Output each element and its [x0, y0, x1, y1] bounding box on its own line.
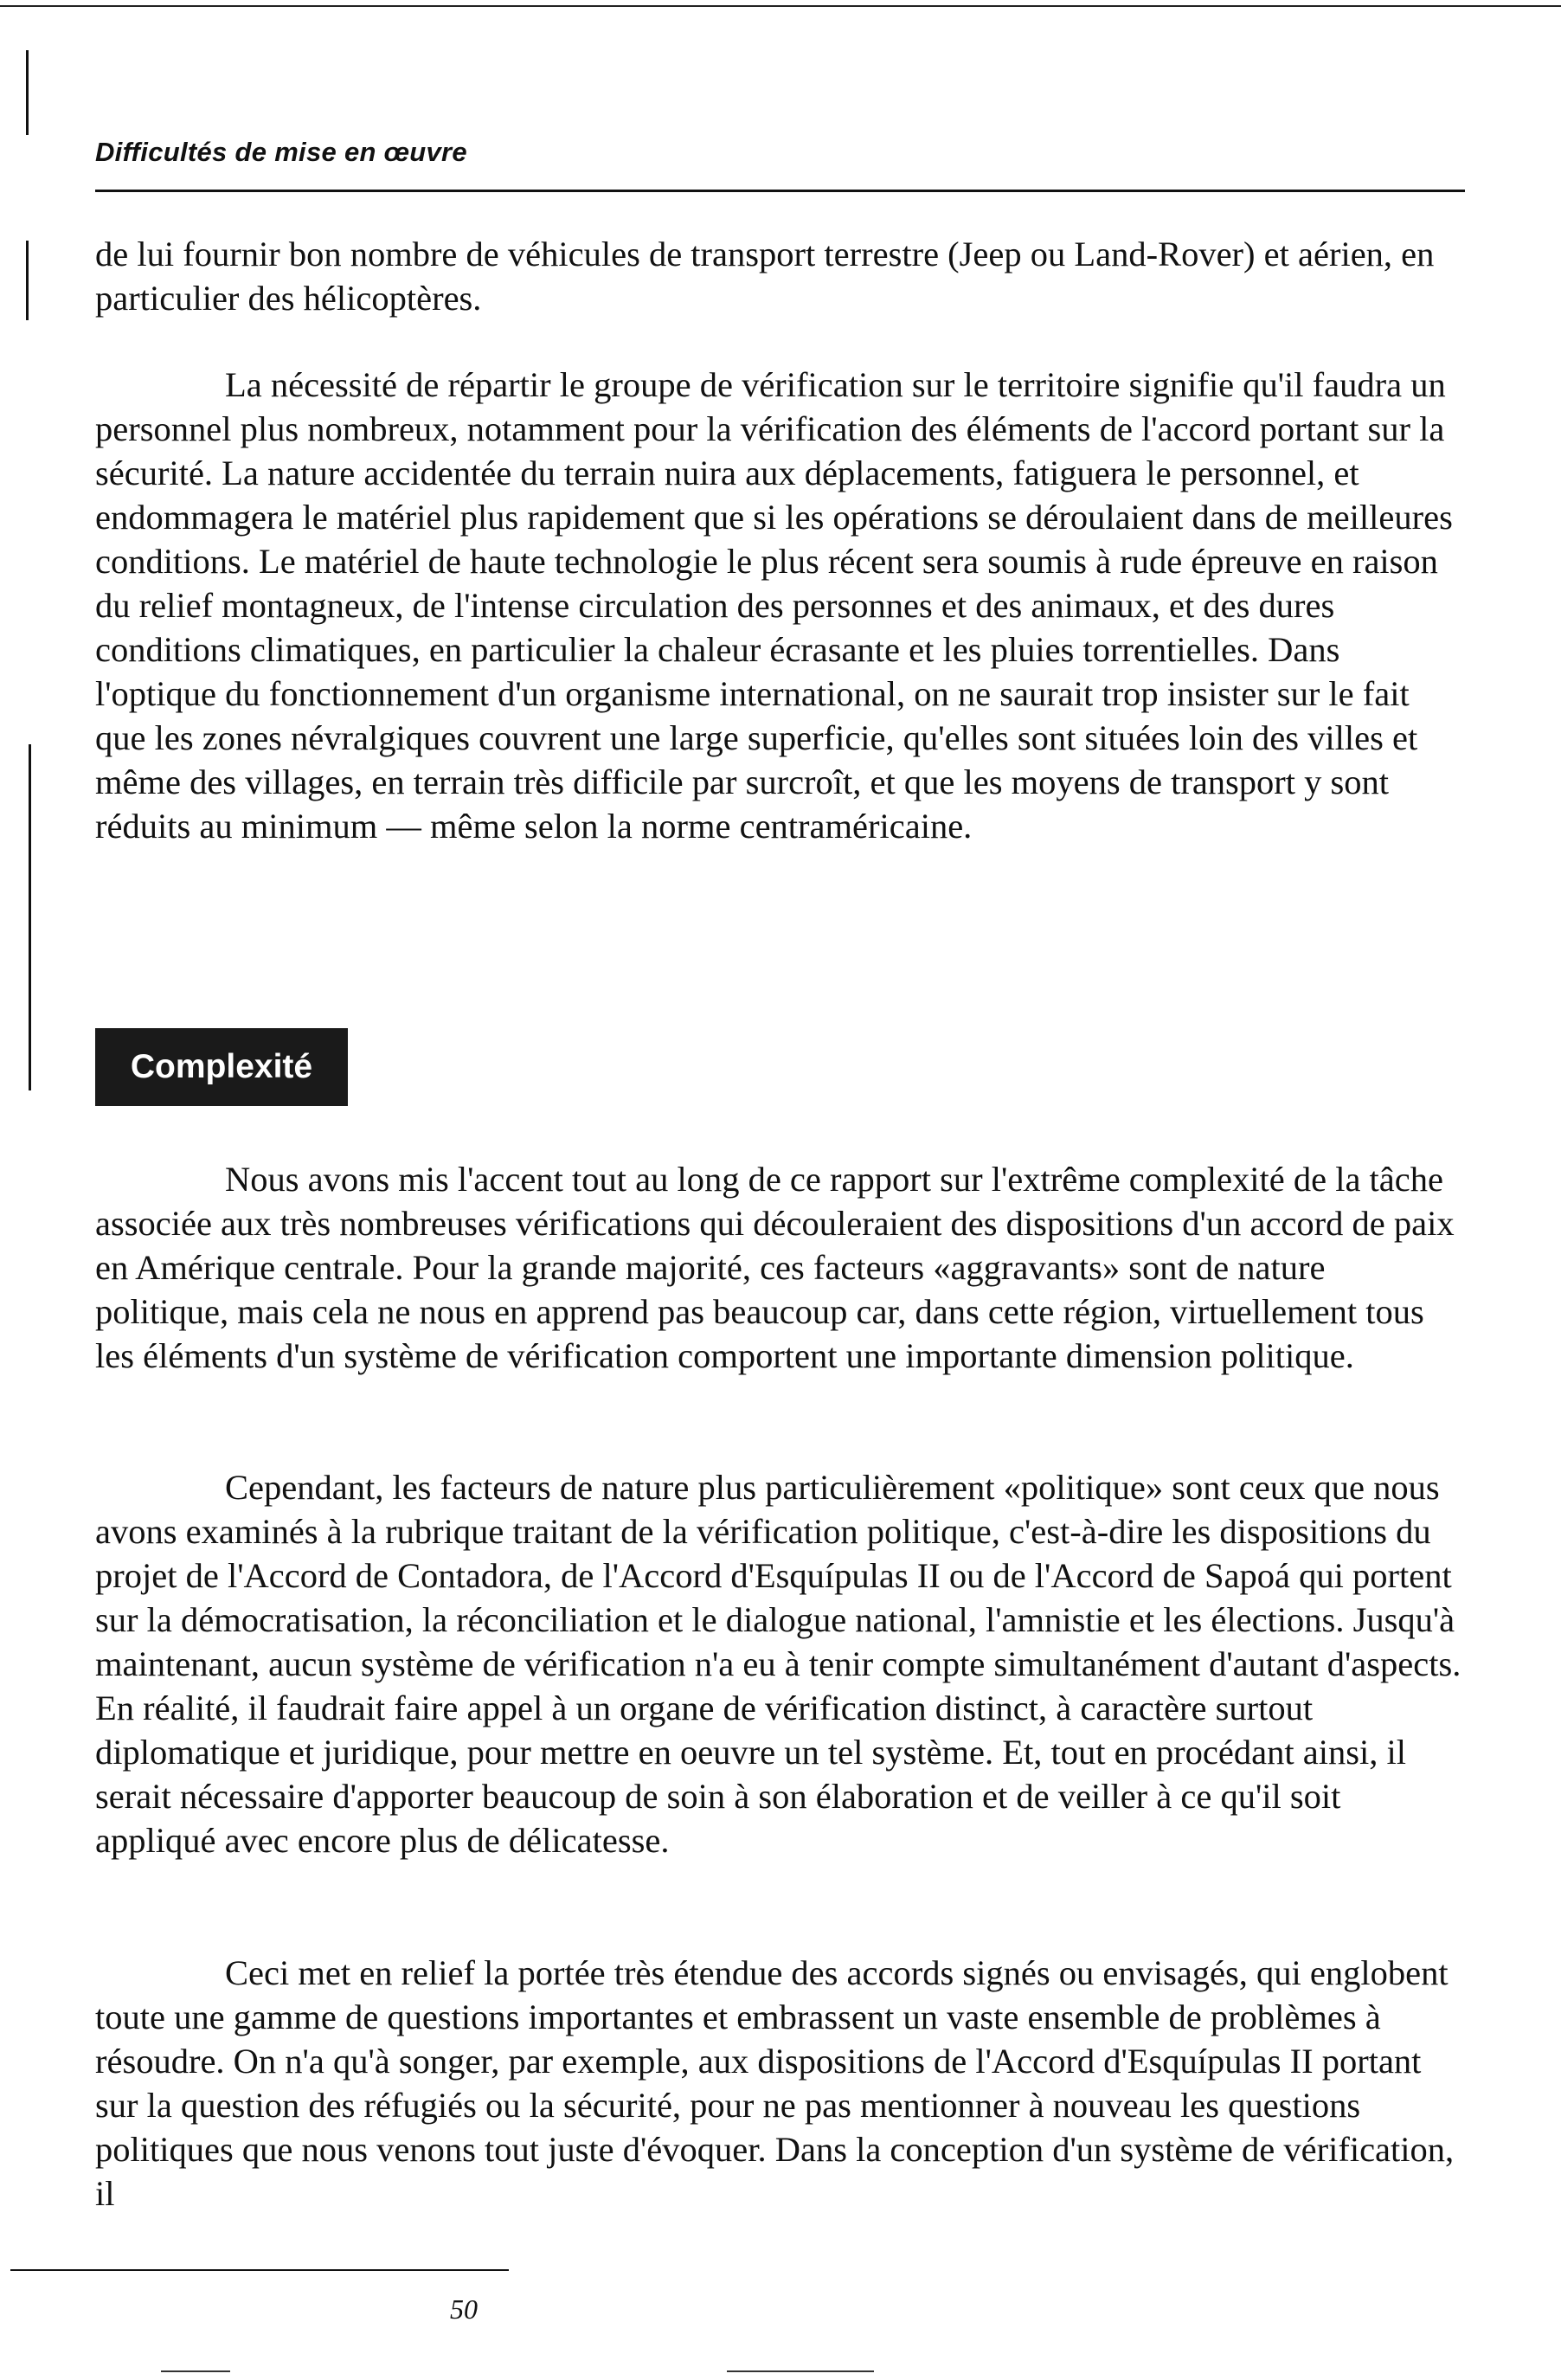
top-scan-rule	[0, 5, 1561, 7]
header-rule	[95, 190, 1465, 192]
paragraph-scope: Ceci met en relief la portée très étendue des accords signés ou envisagés, qui englobent toute une gamme de questions importantes et embrassent un vaste ensemble de problèmes à résoudre. On n'a qu'à songer, par exemple, aux dispositions de l'Accord d'Esquípulas II portant sur la question des réfugiés ou la sécurité, pour ne pas mentionner à nouveau les questions politiques que nous venons tout juste d'évoquer. Dans la conception d'un système de vérification, il	[95, 1953, 1455, 2213]
bottom-scan-mark-right	[727, 2370, 874, 2372]
section-heading-complexite: Complexité	[95, 1028, 348, 1106]
paragraph-terrain: La nécessité de répartir le groupe de vérification sur le territoire signifie qu'il faudra un personnel plus nombreux, notamment pour la vérification des éléments de l'accord portant sur la sécurité. La nature accidentée du terrain nuira aux déplacements, fatiguera le personnel, et endommagera le matériel plus rapidement que si les opérations se déroulaient dans de meilleures conditions. Le matériel de haute technologie le plus récent sera soumis à rude épreuve en raison du relief montagneux, de l'intense circulation des personnes et des animaux, et des dures conditions climatiques, en particulier la chaleur écrasante et les pluies torrentielles. Dans l'optique du fonctionnement d'un organisme international, on ne saurait trop insister sur le fait que les zones névralgiques couvrent une large superficie, qu'elles sont situées loin des villes et même des villages, en terrain très difficile par surcroît, et que les moyens de transport y sont réduits au minimum — même selon la norme centraméricaine.	[95, 365, 1453, 846]
margin-bar-upper	[26, 241, 29, 320]
margin-bar-top	[26, 50, 29, 135]
paragraph-complexity: Nous avons mis l'accent tout au long de ce rapport sur l'extrême complexité de la tâche associée aux très nombreuses vérifications qui découleraient des dispositions d'un accord de paix en Amérique centrale. Pour la grande majorité, ces facteurs «aggravants» sont de nature politique, mais cela ne nous en apprend pas beaucoup car, dans cette région, virtuellement tous les éléments d'un système de vérification comportent une importante dimension politique.	[95, 1160, 1455, 1375]
footer-rule	[10, 2269, 509, 2271]
page-number: 50	[450, 2293, 478, 2325]
paragraph-political: Cependant, les facteurs de nature plus particulièrement «politique» sont ceux que nous avons examinés à la rubrique traitant de la vérification politique, c'est-à-dire les dispositions du projet de l'Accord de Contadora, de l'Accord d'Esquípulas II ou de l'Accord de Sapoá qui portent sur la démocratisation, la réconciliation et le dialogue national, l'amnistie et les élections. Jusqu'à maintenant, aucun système de vérification n'a eu à tenir compte simultanément d'autant d'aspects. En réalité, il faudrait faire appel à un organe de vérification distinct, à caractère surtout diplomatique et juridique, pour mettre en oeuvre un tel système. Et, tout en procédant ainsi, il serait nécessaire d'apporter beaucoup de soin à son élaboration et de veiller à ce qu'il soit appliqué avec encore plus de délicatesse.	[95, 1468, 1461, 1860]
running-header: Difficultés de mise en œuvre	[95, 137, 467, 167]
bottom-scan-mark-left	[161, 2370, 230, 2372]
paragraph-continuation: de lui fournir bon nombre de véhicules de transport terrestre (Jeep ou Land-Rover) et aérien, en particulier des hélicoptères.	[95, 235, 1435, 318]
margin-bar-middle	[29, 744, 31, 1090]
